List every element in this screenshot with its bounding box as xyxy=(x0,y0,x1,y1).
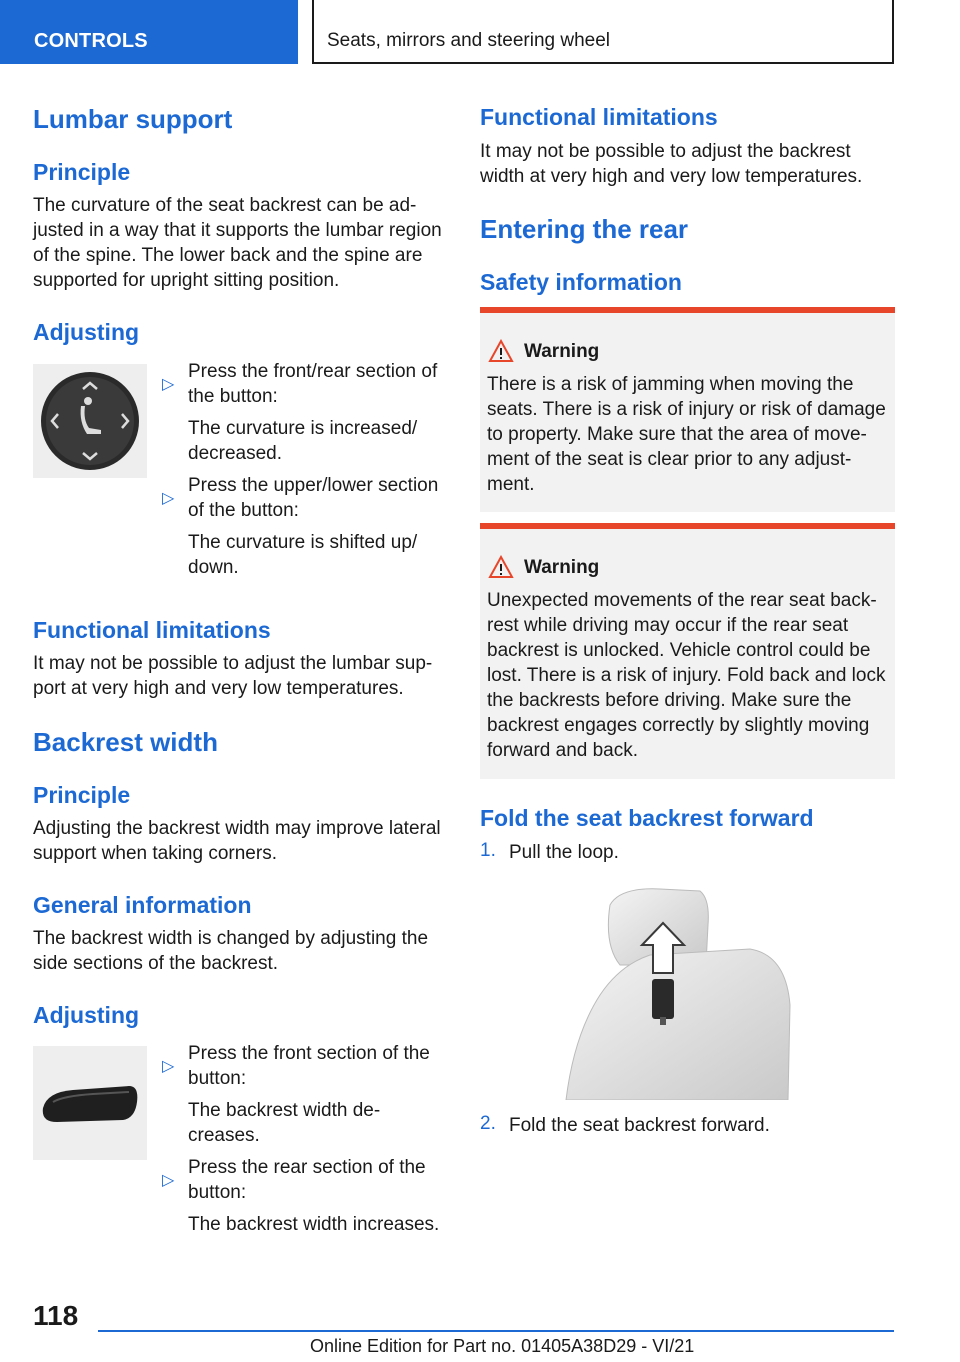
warning-text-line: lost. There is a risk of injury. Fold back and lock xyxy=(487,665,886,686)
warning-text-line: ment. xyxy=(487,474,535,495)
warning-box xyxy=(480,307,895,512)
list-text: creases. xyxy=(188,1125,260,1146)
warning-text-line: the backrests before driving. Make sure the xyxy=(487,690,852,711)
section-label: CONTROLS xyxy=(34,30,148,52)
list-text: The curvature is shifted up/ xyxy=(188,532,418,553)
list-text: button: xyxy=(188,1182,247,1203)
section-tab xyxy=(0,0,298,64)
step-number: 1. xyxy=(480,840,496,861)
warning-triangle-icon xyxy=(488,555,514,579)
warning-text-line: seats. There is a risk of injury or risk of damage xyxy=(487,399,886,420)
bullet-icon: ▷ xyxy=(162,376,175,393)
warning-box xyxy=(480,523,895,779)
adjusting-heading: Adjusting xyxy=(33,1002,140,1028)
bullet-icon: ▷ xyxy=(162,1058,175,1075)
footer-divider xyxy=(98,1330,894,1332)
backrest-width-button-icon xyxy=(33,1046,147,1160)
entering-rear-heading: Entering the rear xyxy=(480,214,689,244)
chapter-title: Seats, mirrors and steering wheel xyxy=(327,30,611,51)
functional-text-line: port at very high and very low temperatures. xyxy=(33,678,404,699)
warning-text-line: forward and back. xyxy=(487,740,639,761)
edition-text: Online Edition for Part no. 01405A38D29 - VI/21 xyxy=(310,1336,695,1356)
functional-text-line: It may not be possible to adjust the lumbar sup‐ xyxy=(33,653,433,674)
list-text: Press the upper/lower section xyxy=(188,475,439,496)
bullet-icon: ▷ xyxy=(162,490,175,507)
list-text: of the button: xyxy=(188,500,299,521)
list-text: button: xyxy=(188,1068,247,1089)
fold-backrest-heading: Fold the seat backrest forward xyxy=(480,805,814,831)
warning-text-line: rest while driving may occur if the rear seat xyxy=(487,615,849,636)
warning-text-line: Unexpected movements of the rear seat back‐ xyxy=(487,590,877,611)
principle-text-line: of the spine. The lower back and the spine are xyxy=(33,245,423,266)
seat-loop-illustration xyxy=(560,885,795,1100)
warning-title: Warning xyxy=(524,557,600,578)
principle-text-line: The curvature of the seat backrest can be ad‐ xyxy=(33,195,417,216)
list-text: Press the rear section of the xyxy=(188,1157,426,1178)
list-text: The curvature is increased/ xyxy=(188,418,418,439)
warning-text-line: to property. Make sure that the area of move‐ xyxy=(487,424,867,445)
step-text: Pull the loop. xyxy=(509,842,619,863)
warning-text-line: ment of the seat is clear prior to any adjust‐ xyxy=(487,449,852,470)
principle-text-line: supported for upright sitting position. xyxy=(33,270,340,291)
page-number: 118 xyxy=(33,1300,79,1331)
step-number: 2. xyxy=(480,1113,496,1134)
general-text-line: side sections of the backrest. xyxy=(33,953,279,974)
list-text: Press the front section of the xyxy=(188,1043,430,1064)
principle-text-line: Adjusting the backrest width may improve lateral xyxy=(33,818,441,839)
general-text-line: The backrest width is changed by adjusting the xyxy=(33,928,429,949)
chapter-header xyxy=(312,0,894,64)
principle-heading: Principle xyxy=(33,159,131,185)
list-text: the button: xyxy=(188,386,278,407)
general-information-heading: General information xyxy=(33,892,252,918)
list-text: The backrest width de‐ xyxy=(188,1100,381,1121)
principle-text-line: justed in a way that it supports the lumbar region xyxy=(33,220,442,241)
backrest-width-button-image xyxy=(33,1046,147,1160)
principle-text-line: support when taking corners. xyxy=(33,843,277,864)
functional-limitations-heading: Functional limitations xyxy=(480,104,718,130)
seat-backrest-icon xyxy=(560,885,795,1100)
functional-text-line: width at very high and very low temperatures. xyxy=(480,166,863,187)
lumbar-support-heading: Lumbar support xyxy=(33,104,233,134)
backrest-width-heading: Backrest width xyxy=(33,727,218,757)
list-text: down. xyxy=(188,557,239,578)
warning-text-line: backrest engages correctly by slightly moving xyxy=(487,715,870,736)
step-text: Fold the seat backrest forward. xyxy=(509,1115,770,1136)
adjusting-heading: Adjusting xyxy=(33,319,140,345)
safety-information-heading: Safety information xyxy=(480,269,682,295)
functional-limitations-heading: Functional limitations xyxy=(33,617,271,643)
principle-heading: Principle xyxy=(33,782,131,808)
list-text: The backrest width increases. xyxy=(188,1214,440,1235)
list-text: Press the front/rear section of xyxy=(188,361,438,382)
lumbar-button-image xyxy=(33,364,147,478)
warning-triangle-icon xyxy=(488,339,514,363)
warning-text-line: backrest is unlocked. Vehicle control could be xyxy=(487,640,871,661)
warning-title: Warning xyxy=(524,341,600,362)
functional-text-line: It may not be possible to adjust the backrest xyxy=(480,141,851,162)
lumbar-button-icon xyxy=(33,364,147,478)
bullet-icon: ▷ xyxy=(162,1172,175,1189)
warning-text-line: There is a risk of jamming when moving the xyxy=(487,374,854,395)
list-text: decreased. xyxy=(188,443,283,464)
